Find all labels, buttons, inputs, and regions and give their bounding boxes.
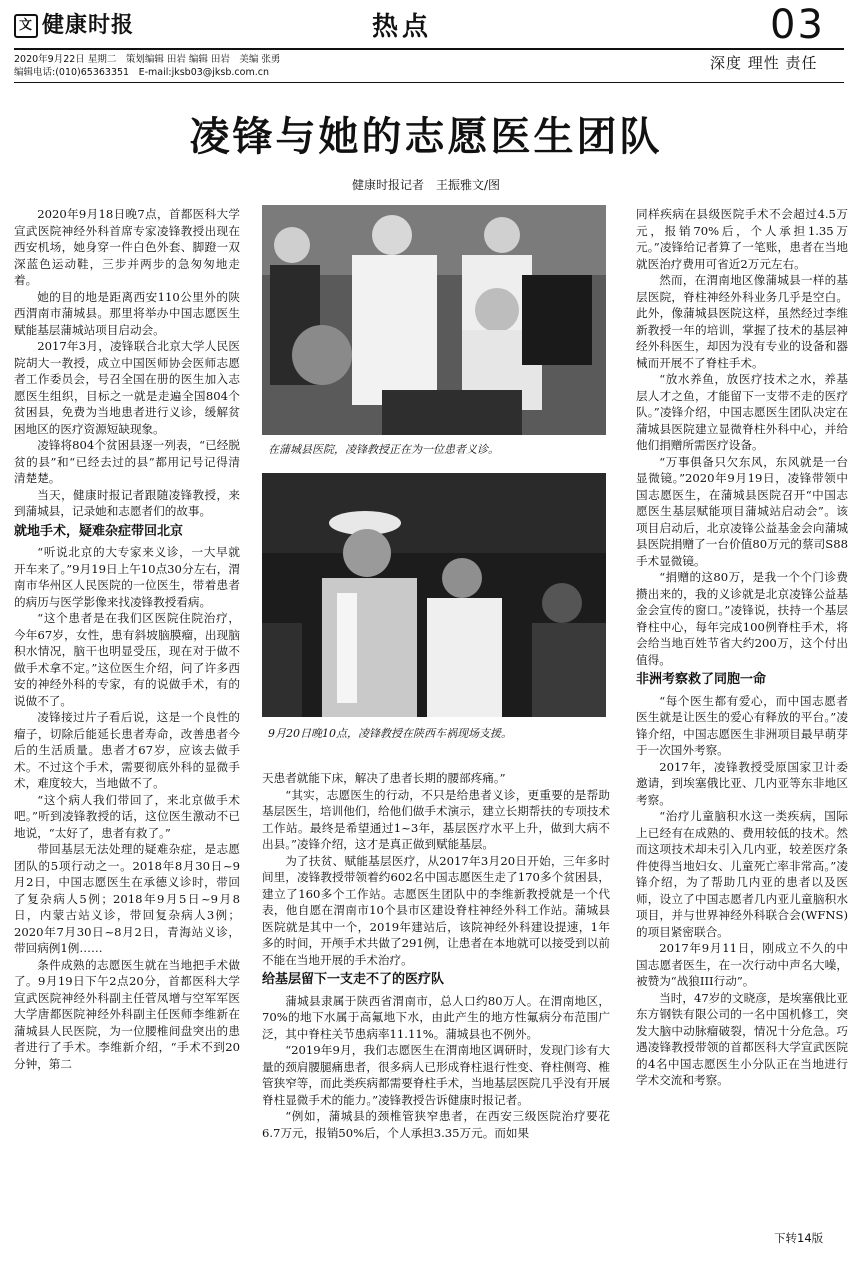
photo-clinic-caption: 在蒲城县医院，凌锋教授正在为一位患者义诊。 bbox=[268, 443, 499, 456]
photo-night-caption: 9月20日晚10点，凌锋教授在陕西车祸现场支援。 bbox=[268, 727, 512, 740]
paragraph: “其实，志愿医生的行动，不只是给患者义诊，更重要的是帮助基层医生，培训他们，给他们做手术演示，建立长期帮扶的专项技术工作站。最终是希望通过1~3年，基层医疗水平上升，做到大病不出县。”凌锋介绍，这才是真正做到赋能基层。 bbox=[262, 787, 610, 851]
paragraph: 2017年3月，凌锋联合北京大学人民医院胡大一教授，成立中国医师协会医师志愿者工作委员会，号召全国在册的医生加入志愿医生组织，目标之一就是走遍全国804个贫困县，免费为当地患者进行义诊，缓解贫困地区的医疗资源短缺现象。 bbox=[14, 339, 240, 436]
paragraph: “这个患者是在我们区医院住院治疗，今年67岁，女性，患有斜坡脑膜瘤，出现脑积水情况，脑干也明显受压，现在对于做不做手术拿不定。”这位医生介绍，问了许多西安的神经外科的专家，有的说做手术，有的说做不了。 bbox=[14, 611, 240, 708]
subheading: 非洲考察救了同胞一命 bbox=[636, 672, 767, 687]
subheading: 给基层留下一支走不了的医疗队 bbox=[262, 972, 445, 987]
paragraph: 凌锋将804个贫困县逐一列表，“已经脱贫的县”和“已经去过的县”都用记号记得清清楚楚。 bbox=[14, 438, 240, 485]
top-rule bbox=[14, 48, 844, 50]
paragraph: “万事俱备只欠东风，东风就是一台显微镜。”2020年9月19日，凌锋带领中国志愿医生，在蒲城县医院召开“中国志愿医生基层赋能项目蒲城站启动会”。该项目启动后，北京凌锋公益基金会向蒲城县医院捐赠了一台价值80万元的蔡司S88手术显微镜。 bbox=[636, 454, 848, 568]
continued-note: 下转14版 bbox=[774, 1231, 824, 1245]
photo-clinic-image bbox=[262, 205, 606, 435]
meta-line-date: 2020年9月22日 星期二 策划编辑 田岩 编辑 田岩 美编 张勇 bbox=[14, 54, 281, 65]
paragraph: 然而，在渭南地区像蒲城县一样的基层医院，脊柱神经外科业务几乎是空白。此外，像蒲城县医院这样，虽然经过李维新教授一年的培训，掌握了技术的基层神经外科医生，却因为没有专业的设备和器械而开展不了脊柱手术。 bbox=[636, 273, 848, 370]
paragraph: “捐赠的这80万，是我一个个门诊费攒出来的，我的义诊就是北京凌锋公益基金会宣传的窗口。”凌锋说，扶持一个基层脊柱中心，每年完成100例脊柱手术，将会给当地百姓节省大约200万，这个付出值得。 bbox=[636, 570, 848, 667]
paragraph: 天患者就能下床，解决了患者长期的腰部疼痛。” bbox=[262, 771, 506, 785]
article-column-3 bbox=[636, 206, 848, 1089]
paragraph: 条件成熟的志愿医生就在当地把手术做了。9月19日下午2点20分，首都医科大学宣武医院神经外科副主任菅凤增与空军军医大学唐都医院神经外科副主任医师李维新在蒲城县人民医院，为一位腰椎间盘突出的患者进行了手术。李维新介绍，“手术不到20分钟，第二 bbox=[14, 957, 240, 1071]
header-rule bbox=[14, 82, 844, 83]
paragraph: “放水养鱼，放医疗技术之水，养基层人才之鱼，才能留下一支带不走的医疗队。”凌锋介绍，中国志愿医生团队决定在蒲城县医院建立显微脊柱外科中心，并给他们捐赠所需医疗设备。 bbox=[636, 372, 848, 452]
meta-line-contact: 编辑电话:(010)65363351 E-mail:jksb03@jksb.com.cn bbox=[14, 67, 269, 78]
paragraph: “治疗儿童脑积水这一类疾病，国际上已经有在成熟的、费用较低的技术。然而这项技术却未引入几内亚，较差医疗条件使得当地妇女、儿童死亡率非常高。”凌锋介绍，为了帮助几内亚的患者以及医师，设立了中国志愿者几内亚儿童脑积水项目，并与世界神经外科联合会(WFNS)的项目紧密联合。 bbox=[636, 809, 848, 939]
paragraph: 同样疾病在县级医院手术不会超过4.5万元，报销70%后，个人承担1.35万元。”凌锋给记者算了一笔账，患者在当地就医治疗费用可省近2万元左右。 bbox=[636, 207, 848, 271]
paragraph: 2020年9月18日晚7点，首都医科大学宣武医院神经外科首席专家凌锋教授出现在西安机场，她身穿一件白色外套、脚蹬一双深蓝色运动鞋，三步并两步的急匆匆地走着。 bbox=[14, 207, 240, 287]
paragraph: “听说北京的大专家来义诊，一大早就开车来了。”9月19日上午10点30分左右，渭南市华州区人民医院的一位医生，带着患者的病历与医学影像来找凌锋教授看病。 bbox=[14, 545, 240, 609]
section-title: 热点 bbox=[372, 12, 433, 42]
masthead-logo bbox=[14, 8, 134, 39]
paragraph: 为了扶贫、赋能基层医疗，从2017年3月20日开始，三年多时间里，凌锋教授带领着约602名中国志愿医生走了170多个贫困县，建立了160多个工作站。志愿医生团队中的李维新教授就是一个代表，他自愿在渭南市10个县市区建设脊柱神经外科工作站。蒲城县医院就是其中一个，2019年建站后，该院神经外科建设提速，1年多的时间，开颅手术共做了291例，让患者在本地就可以接受到以前不能在当地开展的手术治疗。 bbox=[262, 853, 610, 967]
paragraph: 带回基层无法处理的疑难杂症，是志愿团队的5项行动之一。2018年8月30日~9月2日，中国志愿医生在承德义诊时，带回了复杂病人5例；2018年9月5日~9月8日，内蒙古站义诊，带回复杂病人3例；2020年7月30日~8月2日，青海站义诊，带回病例1例…… bbox=[14, 842, 240, 955]
photo-clinic bbox=[262, 205, 606, 435]
paragraph: 她的目的地是距离西安110公里外的陕西渭南市蒲城县。那里将举办中国志愿医生赋能基层蒲城站项目启动会。 bbox=[14, 289, 240, 337]
paragraph: 2017年9月11日，刚成立不久的中国志愿者医生，在一次行动中声名大噪，被赞为“战狼III行动”。 bbox=[636, 941, 848, 988]
article-column-2 bbox=[262, 770, 610, 1141]
logo-mark-icon: 文 bbox=[14, 14, 38, 38]
paragraph: “例如，蒲城县的颈椎管狭窄患者，在西安三级医院治疗要花6.7万元，报销50%后，个人承担3.35万元。而如果 bbox=[262, 1109, 610, 1140]
article-column-1 bbox=[14, 206, 240, 1072]
page-number: 03 bbox=[770, 2, 825, 48]
paper-name: 健康时报 bbox=[42, 13, 135, 38]
paragraph: 蒲城县隶属于陕西省渭南市，总人口约80万人。在渭南地区，70%的地下水属于高氟地下水，由此产生的地方性氟病分布范围广泛，其中脊柱关节患病率11.11%。蒲城县也不例外。 bbox=[262, 993, 610, 1041]
photo-night-scene-image bbox=[262, 473, 606, 717]
paragraph: “这个病人我们带回了，来北京做手术吧。”听到凌锋教授的话，这位医生激动不已地说，“太好了，患者有救了。” bbox=[14, 792, 240, 840]
motto: 深度 理性 责任 bbox=[710, 54, 818, 72]
subheading: 就地手术，疑难杂症带回北京 bbox=[14, 523, 184, 539]
headline: 凌锋与她的志愿医生团队 bbox=[189, 113, 663, 160]
paragraph: 当时，47岁的文晓彦，是埃塞俄比亚东方钢铁有限公司的一名中国机修工，突发大脑中动脉瘤破裂，情况十分危急。巧遇凌锋教授带领的首都医科大学宣武医院的4名中国志愿医生小分队正在当地进行学术交流和考察。 bbox=[636, 990, 848, 1087]
byline: 健康时报记者 王振雅文/图 bbox=[351, 178, 501, 192]
paragraph: “每个医生都有爱心，而中国志愿者医生就是让医生的爱心有释放的平台。”凌锋介绍，中国志愿医生非洲项目最早萌芽于一次国外考察。 bbox=[636, 693, 848, 757]
photo-night-scene bbox=[262, 473, 606, 717]
editorial-meta bbox=[14, 53, 280, 79]
paragraph: 2017年，凌锋教授受原国家卫计委邀请，到埃塞俄比亚、几内亚等东非地区考察。 bbox=[636, 759, 848, 807]
paragraph: “2019年9月，我们志愿医生在渭南地区调研时，发现门诊有大量的颈肩腰腿痛患者，很多病人已形成脊柱退行性变、脊柱侧弯、椎管狭窄等，而此类疾病都需要脊柱手术，当地基层医院几乎没有开展脊柱显微手术的能力。”凌锋教授告诉健康时报记者。 bbox=[262, 1043, 610, 1107]
paragraph: 当天，健康时报记者跟随凌锋教授，来到蒲城县，记录她和志愿者们的故事。 bbox=[14, 487, 240, 518]
paragraph: 凌锋接过片子看后说，这是一个良性的瘤子，切除后能延长患者寿命，改善患者今后的生活质量。患者才67岁，应该去做手术。不过这个手术，需要彻底外科的显微手术，难度较大，当地做不了。 bbox=[14, 710, 240, 790]
